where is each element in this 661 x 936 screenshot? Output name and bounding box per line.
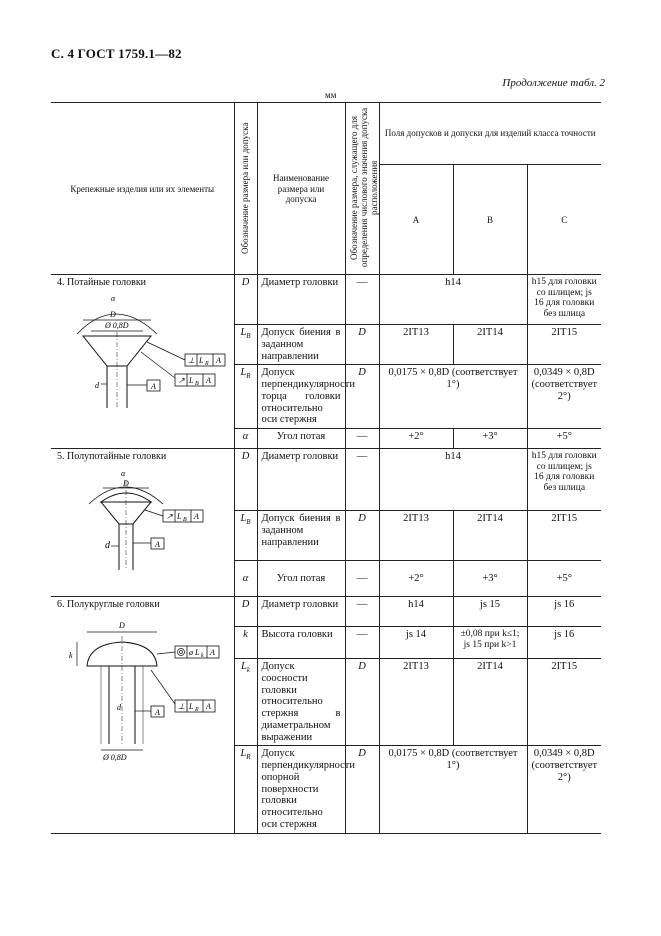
label-LR: L (189, 702, 194, 712)
section-5-cell (51, 449, 234, 597)
label-datum-A: A (155, 708, 160, 718)
table-row: $L_B$ Допуск биения в заданном направлении D 2IT13 2IT14 2IT15 (51, 325, 601, 365)
label-d08: Ø 0,8D (105, 321, 129, 331)
page-header: С. 4 ГОСТ 1759.1—82 (51, 46, 182, 61)
col-element-header: Крепежные изделия или их элементы (51, 103, 234, 275)
svg-text:↗: ↗ (178, 376, 185, 386)
col-reference-header: Обозначение размера, служащего для определения числового значения допуска расположения (348, 107, 379, 268)
table-row: α Угол потая — +2° +3° +5° (51, 429, 601, 449)
continuation-label: Продолжение табл. 2 (502, 77, 605, 89)
col-class-a-header: А (379, 165, 453, 275)
section-4-cell (51, 275, 234, 449)
label-d: d (95, 381, 99, 391)
section-title: 5. Полупотайные головки (57, 451, 167, 463)
table-row: k Высота головки — js 14 ±0,08 при k≤1; js 15 при k>1 js 16 (51, 627, 601, 659)
label-LR-sub: R (195, 707, 199, 714)
table-row: $L_B$ Допуск биения в заданном направлении D 2IT13 2IT14 2IT15 (51, 511, 601, 561)
label-LB: L (189, 376, 194, 386)
label-datum-A: A (155, 540, 160, 550)
section-title: 4. Потайные головки (57, 277, 147, 289)
label-LB-sub: B (195, 381, 199, 388)
table-row: 6. Полукруглые головки D k d Ø 0,8D A ø L k A ⊥ L R A D Диаметр головки — h14 js 15 js 16 (51, 597, 601, 627)
label-d: d (117, 703, 121, 713)
table-row: $L_R$ Допуск перпендикулярности опорной поверхности головки относительно оси стержня D 0,0175 × 0,8D (соответствует 1°) 0,0349 × 0,8D (соответствует 2°) (51, 746, 601, 833)
label-LB-datum: A (194, 512, 199, 522)
label-LK-datum: A (210, 648, 215, 658)
label-alpha: α (111, 294, 116, 304)
tolerance-table (51, 102, 601, 834)
table-row: α Угол потая — +2° +3° +5° (51, 561, 601, 597)
label-D: D (123, 479, 129, 489)
col-fields-header: Поля допусков и допуски для изделий класса точности (379, 103, 601, 165)
svg-text:⊥: ⊥ (178, 702, 185, 712)
label-LB-datum: A (206, 376, 211, 386)
label-LR-datum: A (206, 702, 211, 712)
section-6-cell (51, 597, 234, 834)
label-datum-A: A (151, 382, 156, 392)
round-head-sketch (55, 614, 227, 764)
col-name-header: Наименование размера или допуска (257, 103, 345, 275)
table-row: $L_R$ Допуск перпендикулярности торца головки относительно оси стержня D 0,0175 × 0,8D (соответствует 1°) 0,0349 × 0,8D (соответствует 2°) (51, 365, 601, 429)
col-symbol-header: Обозначение размера или допуска (239, 121, 250, 254)
table-row: 4. Потайные головки α D Ø 0,8D d A ⊥ L R A ↗ L B A D Диаметр головки — h14 h15 для головки со шлицем; js 16 для головки без шлица (51, 275, 601, 325)
label-LR-datum: A (216, 356, 221, 366)
svg-text:ø: ø (189, 648, 193, 658)
label-LB-sub: B (183, 517, 187, 524)
col-class-b-header: В (453, 165, 527, 275)
countersunk-head-sketch (55, 292, 227, 410)
label-LR-sub: R (205, 361, 209, 368)
table-row: $L_k$ Допуск соосности головки относительно стержня в диаметральном выражении D 2IT13 2IT14 2IT15 (51, 659, 601, 746)
unit-label: мм (325, 90, 337, 100)
label-D: D (119, 621, 125, 631)
label-LK-sub: k (201, 653, 204, 660)
svg-text:⊥: ⊥ (188, 356, 195, 366)
section-title: 6. Полукруглые головки (57, 599, 160, 611)
label-alpha: α (121, 469, 126, 479)
label-LR: L (199, 356, 204, 366)
raised-countersunk-head-sketch (55, 466, 227, 571)
label-LK: L (195, 648, 200, 658)
label-d08: Ø 0,8D (103, 753, 127, 763)
svg-text:↗: ↗ (166, 512, 173, 522)
col-class-c-header: С (527, 165, 601, 275)
label-k: k (69, 651, 73, 661)
label-d: d (105, 540, 110, 552)
table-row: 5. Полупотайные головки α D d A ↗ L B A D Диаметр головки — h14 h15 для головки со шлицем; js 16 для головки без шлица (51, 449, 601, 511)
label-D: D (110, 310, 116, 320)
label-LB: L (177, 512, 182, 522)
